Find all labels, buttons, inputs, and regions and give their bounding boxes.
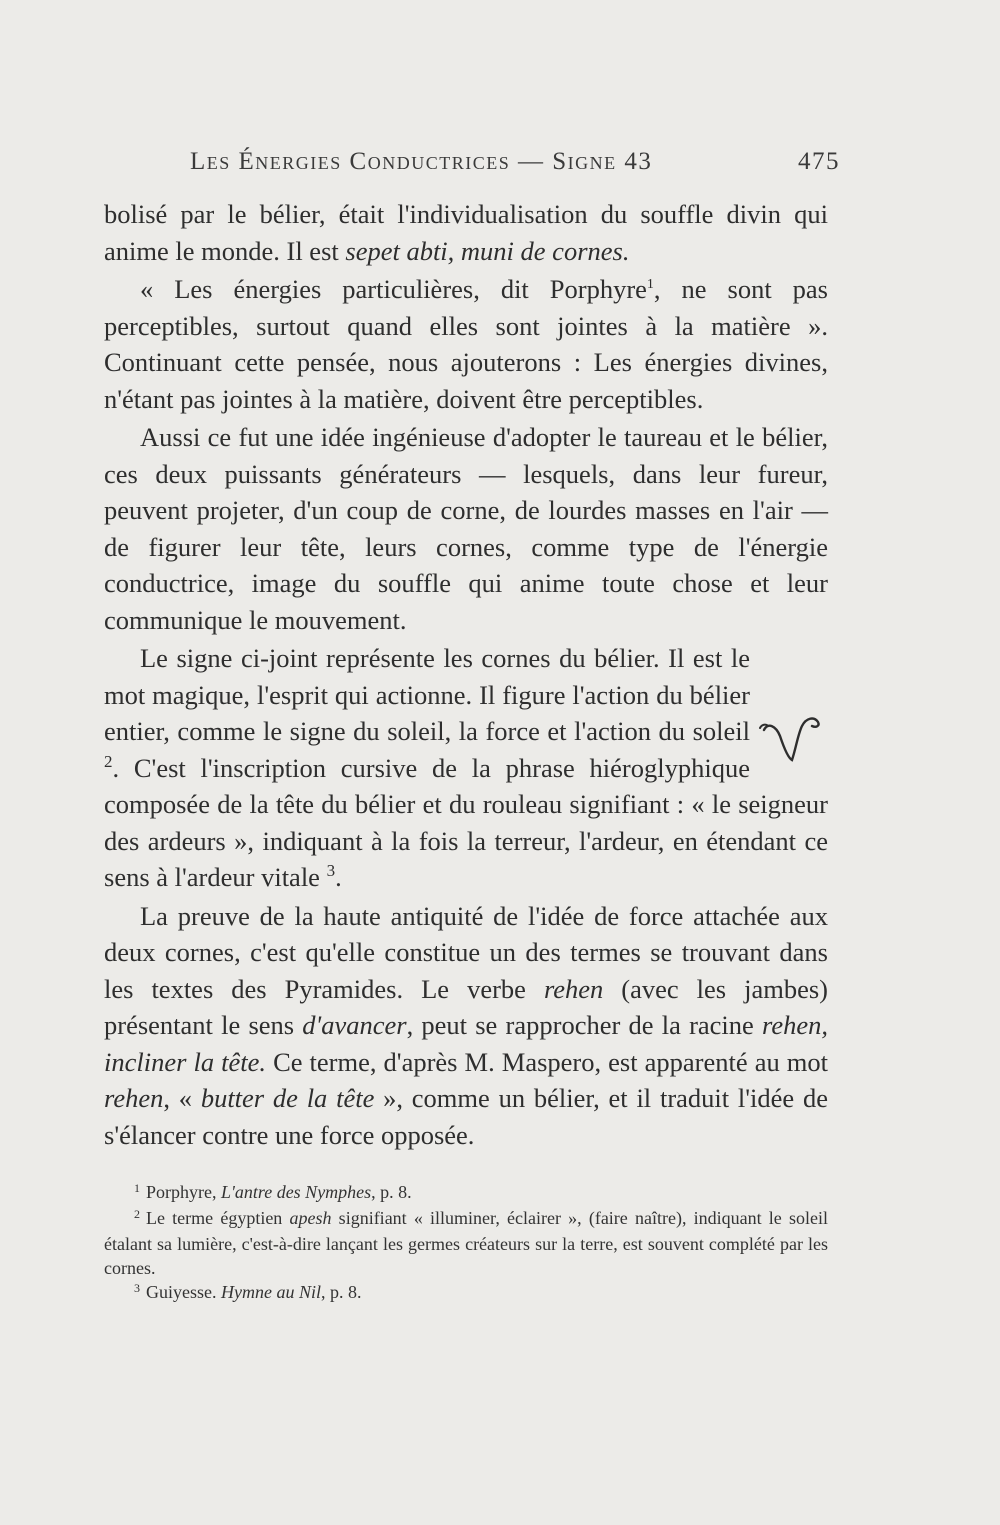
paragraph-1 <box>104 196 828 269</box>
text-run: . C'est l'inscription cursive de la phrase hiéroglyphique composée de la tête du bélier et du rouleau signifiant : « le seigneur des ardeurs », indiquant à la fois la terreur, l'ardeur, en étendant ce sens à l'ardeur vitale <box>104 752 828 892</box>
footnote-number: 3 <box>134 1281 140 1295</box>
text-run: , ne sont pas perceptibles, surtout quand elles sont jointes à la matière ». Continuant cette pensée, nous ajouterons : Les énergies divines, n'étant pas jointes à la matière, doivent être perceptibles. <box>104 274 828 414</box>
text-run: « Les énergies particulières, dit Porphyre <box>140 274 647 304</box>
text-run: , « <box>163 1083 201 1113</box>
text-run: . <box>335 862 342 892</box>
page-number: 475 <box>798 148 840 175</box>
footnote-3 <box>104 1280 828 1306</box>
text-run: Le terme égyptien <box>146 1208 290 1228</box>
paragraph-2 <box>104 271 828 417</box>
ram-horns-sign-icon <box>758 698 828 766</box>
paragraph-4 <box>104 640 828 896</box>
text-run: , p. 8. <box>371 1182 412 1202</box>
footnote-ref-1[interactable]: 1 <box>646 277 654 292</box>
italic-run: rehen <box>543 973 604 1004</box>
footnote-2 <box>104 1206 828 1280</box>
footnote-ref-3[interactable]: 3 <box>326 861 336 880</box>
main-text <box>104 196 828 1153</box>
paragraph-5 <box>104 898 828 1154</box>
footnote-1 <box>104 1180 828 1206</box>
footnotes <box>104 1180 828 1306</box>
italic-run: sepet abti, muni de cornes. <box>345 235 630 266</box>
paragraph-3: Aussi ce fut une idée ingénieuse d'adopter le taureau et le bélier, ces deux puissants générateurs — lesquels, dans leur fureur, peuvent projeter, d'un coup de corne, de lourdes masses en l'air — de figurer leur tête, leurs cornes, comme type de l'énergie conductrice, image du souffle qui anime toute chose et leur communique le mouvement. <box>104 422 828 635</box>
italic-run: rehen, incliner la tête. <box>104 1010 828 1077</box>
italic-run: Hymne au Nil <box>221 1282 321 1302</box>
text-run: », comme un bélier, et il traduit l'idée de s'élancer contre une force opposée. <box>104 1083 828 1150</box>
text-run: (avec les jambes) présentant le sens <box>104 973 829 1040</box>
running-title: Les Énergies Conductrices — Signe 43 <box>190 148 653 175</box>
italic-run: apesh <box>289 1208 332 1228</box>
text-run: Le signe ci-joint représente les cornes du bélier. Il est le mot magique, l'esprit qui actionne. Il figure l'action du bélier entier, comme le signe du soleil, la force et l'action du soleil <box>104 643 750 746</box>
text-run: Porphyre, <box>146 1182 221 1202</box>
footnote-ref-2[interactable]: 2 <box>104 751 113 771</box>
text-run: Guiyesse. <box>146 1282 221 1302</box>
text-run: , p. 8. <box>320 1282 362 1302</box>
italic-run: L'antre des Nymphes <box>221 1182 372 1202</box>
footnote-number: 2 <box>134 1207 140 1221</box>
text-run: Ce terme, d'après M. Maspero, est apparenté au mot <box>266 1046 828 1077</box>
italic-run: d'avancer <box>302 1010 407 1040</box>
text-run: bolisé par le bélier, était l'individualisation du souffle divin qui anime le monde. Il est <box>104 199 828 266</box>
italic-run: rehen <box>104 1083 164 1113</box>
footnote-number: 1 <box>134 1181 140 1195</box>
italic-run: butter de la tête <box>200 1083 375 1113</box>
text-run: , peut se rapprocher de la racine <box>406 1010 762 1040</box>
text-run: signifiant « illuminer, éclairer », (faire naître), indiquant le soleil étalant sa lumière, c'est-à-dire lançant les germes créateurs sur la terre, est souvent complété par les cornes. <box>104 1208 828 1278</box>
text-run: La preuve de la haute antiquité de l'idée de force attachée aux deux cornes, c'est qu'elle constitue un des termes se trouvant dans les textes des Pyramides. Le verbe <box>104 900 828 1004</box>
